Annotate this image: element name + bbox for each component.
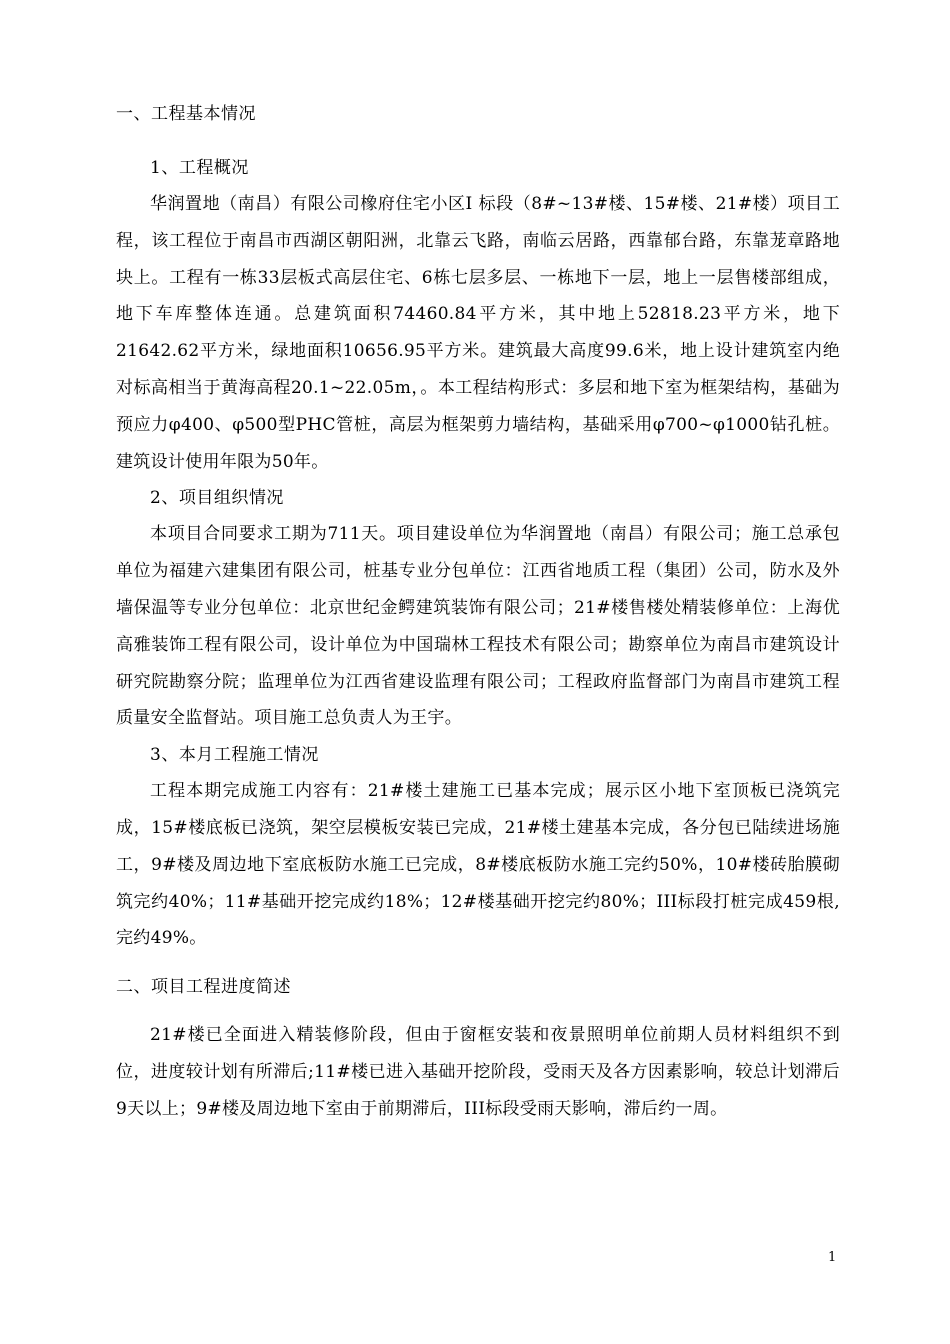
subsection-heading-monthly-progress: 3、本月工程施工情况 — [150, 745, 319, 766]
paragraph-organization: 本项目合同要求工期为711天。项目建设单位为华润置地（南昌）有限公司；施工总承包单位为福建六建集团有限公司，桩基专业分包单位：江西省地质工程（集团）公司，防水及外墙保温等专业分包单位：北京世纪金鳄建筑装饰有限公司；21#楼售楼处精装修单位：上海优高雅装饰工程有限公司，设计单位为中国瑞林工程技术有限公司；勘察单位为南昌市建筑设计研究院勘察分院；监理单位为江西省建设监理有限公司；工程政府监督部门为南昌市建筑工程质量安全监督站。项目施工总负责人为王宇。 — [116, 524, 840, 729]
paragraph-monthly-progress: 工程本期完成施工内容有：21#楼土建施工已基本完成；展示区小地下室顶板已浇筑完成，15#楼底板已浇筑，架空层模板安装已完成，21#楼土建基本完成，各分包已陆续进场施工，9#楼及周边地下室底板防水施工已完成，8#楼底板防水施工完约50%，10#楼砖胎膜砌筑完约40%；11#基础开挖完成约18%；12#楼基础开挖完约80%；III标段打桩完成459根,完约49%。 — [116, 781, 840, 949]
section-heading-basic-info: 一、工程基本情况 — [116, 104, 256, 124]
subsection-heading-overview: 1、工程概况 — [150, 158, 249, 178]
subsection-heading-organization: 2、项目组织情况 — [150, 488, 284, 509]
document-body — [116, 96, 840, 1128]
paragraph-progress-summary: 21#楼已全面进入精装修阶段，但由于窗框安装和夜景照明单位前期人员材料组织不到位，进度较计划有所滞后;11#楼已进入基础开挖阶段，受雨天及各方因素影响，较总计划滞后9天以上；9#楼及周边地下室由于前期滞后，III标段受雨天影响，滞后约一周。 — [116, 1025, 840, 1119]
paragraph-overview: 华润置地（南昌）有限公司橡府住宅小区Ⅰ 标段（8#~13#楼、15#楼、21#楼）项目工程，该工程位于南昌市西湖区朝阳洲，北靠云飞路，南临云居路，西靠郁台路，东靠茏章路地块上。工程有一栋33层板式高层住宅、6栋七层多层、一栋地下一层，地上一层售楼部组成，地下车库整体连通。总建筑面积74460.84平方米，其中地上52818.23平方米，地下21642.62平方米，绿地面积10656.95平方米。建筑最大高度99.6米，地上设计建筑室内绝对标高相当于黄海高程20.1~22.05m，。本工程结构形式：多层和地下室为框架结构，基础为预应力φ400、φ500型PHC管桩，高层为框架剪力墙结构，基础采用φ700~φ1000钻孔桩。建筑设计使用年限为50年。 — [116, 194, 840, 472]
section-heading-progress-summary: 二、项目工程进度简述 — [116, 977, 291, 998]
page-number: 1 — [828, 1250, 837, 1265]
